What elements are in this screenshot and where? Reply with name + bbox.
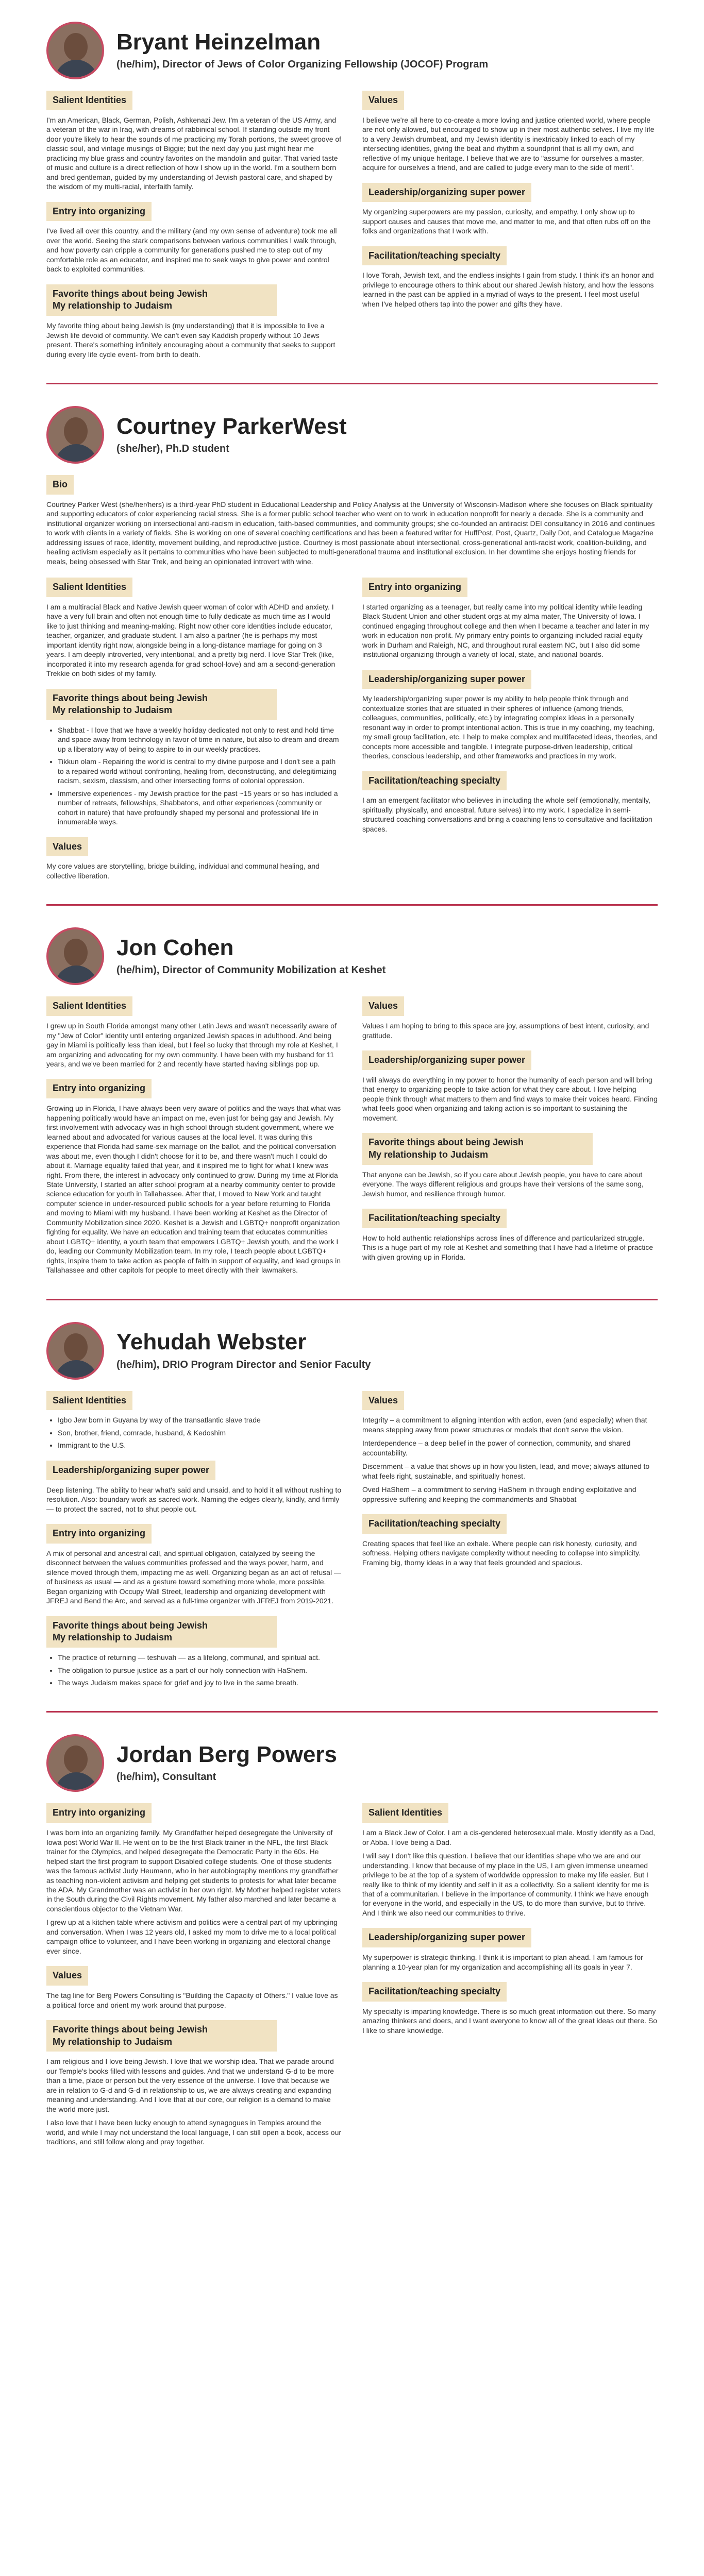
profile-names <box>116 414 347 456</box>
paragraph: I am religious and I love being Jewish. I love that we worship idea. That we parade around our Temple's books filled with lessons and guides. And that we understand G-d to be more than a time, place or person but the very essence of the universe. I love that because we are in relation to G-d and G-d in relationship to us, we are always creating and expanding meaning and understanding. And I love that at our core, our religion is a demand to make the world more just. <box>46 2057 334 2113</box>
profile-section <box>46 837 342 881</box>
paragraph: My favorite thing about being Jewish is (my understanding) that it is impossible to live a Jewish life devoid of community. We can't even say Kaddish properly without 10 Jews present. There's something infinitely encouraging about a community that seeks to support during every life cycle event- from birth to death. <box>46 321 336 359</box>
section-text <box>46 861 342 880</box>
right-column <box>362 1803 658 2157</box>
paragraph: I also love that I have been lucky enough to attend synagogues in Temples around the world, and while I may not understand the local language, I can still open a book, access our traditions, and still follow along and pray together. <box>46 2119 342 2146</box>
left-column <box>46 1803 342 2157</box>
section-label: Values <box>362 91 404 110</box>
section-label: Leadership/organizing super power <box>362 1050 531 1070</box>
paragraph: Values I am hoping to bring to this space are joy, assumptions of best intent, curiosity, and gratitude. <box>362 1022 649 1040</box>
paragraph: I grew up in South Florida amongst many other Latin Jews and wasn't necessarily aware of my "Jew of Color" identity until entering organized Jewish spaces in adulthood. And being gay in Miami is politically less than ideal, but I feel so lucky that through my role at Keshet, I am organizing and advocating for my own community. I have been with my husband for 11 years, and we've been married for 2 and recently have started having siblings pop up. <box>46 1022 338 1068</box>
profile-section <box>362 771 658 834</box>
profile-role: (he/him), Consultant <box>116 1771 216 1783</box>
paragraph: Creating spaces that feel like an exhale. Where people can risk honesty, curiosity, and softness. Helping others navigate complexity without needing to collapse into simplicity. Framing big, thorny ideas in a way that feels grounded and spacious. <box>362 1539 641 1567</box>
avatar-face <box>64 939 88 967</box>
profile-name: Courtney ParkerWest <box>116 413 347 439</box>
profile-card <box>46 1713 658 2170</box>
profile-name: Jon Cohen <box>116 935 234 960</box>
bullet-item: • Igbo Jew born in Guyana by way of the transatlantic slave trade <box>58 1415 342 1425</box>
profile-role: (she/her), Ph.D student <box>116 443 229 454</box>
section-label: Entry into organizing <box>46 1803 152 1823</box>
bullet-list <box>46 1415 342 1450</box>
profile-section <box>46 475 658 566</box>
paragraph: I've lived all over this country, and the military (and my own sense of adventure) took me all over the world. Seeing the stark comparisons between various communities I walk through, and how poverty can cripple a community for generations pushed me to step out of my comfortable role as an educator, and inspired me to seek ways to give power and control back to exploited communities. <box>46 227 337 274</box>
section-label: Entry into organizing <box>46 202 152 222</box>
section-text <box>46 2057 342 2146</box>
left-column <box>46 91 342 369</box>
avatar <box>46 1734 104 1792</box>
section-label: Entry into organizing <box>46 1079 152 1098</box>
profile-card <box>46 0 658 383</box>
profile-names <box>116 30 488 72</box>
profile-section <box>46 1391 342 1450</box>
section-text <box>362 795 658 834</box>
profile-header <box>46 1732 658 1794</box>
bullet-list <box>46 725 342 827</box>
section-label: Facilitation/teaching specialty <box>362 771 507 791</box>
bullet-item: • The ways Judaism makes space for grief and joy to live in the same breath. <box>58 1678 342 1687</box>
section-label: Salient Identities <box>46 91 132 110</box>
profile-section <box>362 183 658 236</box>
section-text <box>362 1539 658 1567</box>
section-label: Favorite things about being Jewish My relationship to Judaism <box>46 2020 277 2052</box>
avatar <box>46 1322 104 1380</box>
profile-section <box>362 1514 658 1567</box>
profile-role: (he/him), DRIO Program Director and Senior Faculty <box>116 1359 371 1370</box>
profile-section <box>362 1928 658 1972</box>
paragraph: My specialty is imparting knowledge. There is so much great information out there. So many amazing thinkers and doers, and I want everyone to know all of the great ideas out there. So I like to share knowledge. <box>362 2007 658 2035</box>
section-text <box>362 1170 658 1198</box>
profile-section <box>46 1966 342 2010</box>
section-label: Salient Identities <box>46 996 132 1016</box>
profile-section <box>362 1050 658 1123</box>
paragraph: Integrity – a commitment to aligning intention with action, even (and especially) when that means stepping away from power structures or models that don't serve the vision. <box>362 1416 647 1434</box>
bullet-list <box>46 1653 342 1687</box>
section-label: Leadership/organizing super power <box>362 183 531 202</box>
section-label: Leadership/organizing super power <box>46 1461 215 1480</box>
right-column <box>362 578 658 891</box>
avatar-face <box>64 417 88 445</box>
section-text <box>46 115 342 192</box>
profile-columns <box>46 578 658 891</box>
section-label: Salient Identities <box>362 1803 448 1823</box>
section-text <box>46 1485 342 1514</box>
bullet-item: • Son, brother, friend, comrade, husband, & Kedoshim <box>58 1428 342 1437</box>
profile-section <box>46 284 342 359</box>
profile-card <box>46 906 658 1298</box>
left-column <box>46 1391 342 1698</box>
profile-section <box>362 578 658 659</box>
paragraph: How to hold authentic relationships across lines of difference and particularized struggle. This is a huge part of my role at Keshet and something that I have had a lifetime of practice with given growing up in Florida. <box>362 1233 653 1261</box>
section-label: Values <box>46 837 88 857</box>
profile-names <box>116 936 385 977</box>
section-text <box>362 115 658 173</box>
paragraph: That anyone can be Jewish, so if you care about Jewish people, you have to care about everyone. The ways different religious and groups have their versions of the same song, Jewish humor, and resilience through humor. <box>362 1170 644 1198</box>
profile-section <box>46 1079 342 1275</box>
avatar-body <box>55 444 98 464</box>
section-text <box>362 602 658 659</box>
section-label: Favorite things about being Jewish My relationship to Judaism <box>46 1616 277 1648</box>
paragraph: I am a Black Jew of Color. I am a cis-gendered heterosexual male. Mostly identify as a Dad, or Abba. I love being a Dad. <box>362 1828 656 1846</box>
section-label: Facilitation/teaching specialty <box>362 1209 507 1228</box>
section-label: Values <box>362 1391 404 1411</box>
section-label: Leadership/organizing super power <box>362 1928 531 1947</box>
profile-names <box>116 1330 371 1371</box>
section-text <box>46 226 342 274</box>
left-column <box>46 996 342 1285</box>
right-column <box>362 91 658 369</box>
profile-section <box>46 996 342 1069</box>
section-label: Salient Identities <box>46 1391 132 1411</box>
section-label: Salient Identities <box>46 578 132 597</box>
profile-section <box>362 1209 658 1262</box>
profile-role: (he/him), Director of Jews of Color Organizing Fellowship (JOCOF) Program <box>116 59 489 70</box>
section-label: Facilitation/teaching specialty <box>362 246 507 266</box>
section-text <box>362 2007 658 2035</box>
section-text <box>46 500 658 566</box>
profile-section <box>46 1461 342 1514</box>
section-text <box>46 1991 342 2010</box>
avatar-body <box>55 60 98 79</box>
section-text <box>362 1415 658 1504</box>
profile-section <box>362 91 658 173</box>
profile-section <box>362 1982 658 2035</box>
paragraph: Deep listening. The ability to hear what's said and unsaid, and to hold it all without rushing to resolution. Also: boundary work as sacred work. Naming the edges clearly, kindly, and firmly — to protect the sacred, not to shut people out. <box>46 1485 342 1513</box>
avatar-face <box>64 1333 88 1361</box>
section-text <box>46 1021 342 1069</box>
paragraph: Courtney Parker West (she/her/hers) is a third-year PhD student in Educational Leadership and Policy Analysis at the University of Wisconsin-Madison where she focuses on Black spirituality and supporting educators of color experiencing racial stress. She is a former public school teacher who went on to work in education nonprofit for nearly a decade. She is a community and institutional organizer working on intersectional anti-racism in education, faith-based communities, and community groups; she co-founded an antiracist DEI consultancy in 2016 and continues to work with clients in a variety of fields. She is working on one of several coaching certifications and has been a featured writer for HuffPost, Post, Quartz, Daily Dot, and Catalogue Magazine addressing issues of race, identity, movement building, and reproductive justice. Courtney is most passionate about intersectional, cross-generational anti-racist work, coalition-building, and healing activism especially as it pertains to communities who have been subjected to multi-generational trauma and institutional exclusion. In her downtime she enjoys hosting friends for meals, being obsessed with Star Trek, and being an opinionated introvert with wine. <box>46 500 655 566</box>
profile-section <box>46 689 342 827</box>
profile-card <box>46 384 658 904</box>
paragraph: I'm an American, Black, German, Polish, Ashkenazi Jew. I'm a veteran of the US Army, and a veteran of the war in Iraq, with dreams of rabbinical school. If standing outside my front door you're likely to hear the sounds of me practicing my Torah portions, the sweet groove of classic soul, and vintage musings of Biggie; but the next day you just might hear me practicing my blue grass and country favorites on the mandolin and guitar. That varied taste of music and culture is a direct reflection of how I show up in the world. I'm a southern born and bred gentleman, guided by my understanding of Jewish pastoral care, and shaped by the wisdom of my multi-racial, interfaith family. <box>46 115 342 191</box>
section-text <box>46 321 342 359</box>
section-text <box>362 207 658 235</box>
avatar-face <box>64 1745 88 1773</box>
paragraph: I grew up at a kitchen table where activism and politics were a central part of my upbringing and conversation. When I was 12 years old, I asked my mom to drive me to a local political campaign office to volunteer, and I have been working in organizing and electoral change ever since. <box>46 1918 338 1955</box>
profile-section <box>46 1616 342 1688</box>
profile-names <box>116 1742 337 1784</box>
bullet-item: • The practice of returning — teshuvah — as a lifelong, communal, and spiritual act. <box>58 1653 342 1662</box>
profile-name: Jordan Berg Powers <box>116 1742 337 1768</box>
section-label: Favorite things about being Jewish My relationship to Judaism <box>46 689 277 721</box>
profile-card <box>46 1300 658 1711</box>
profile-section <box>362 670 658 761</box>
avatar-body <box>55 1360 98 1380</box>
section-label: Leadership/organizing super power <box>362 670 531 689</box>
bullet-item: • Shabbat - I love that we have a weekly holiday dedicated not only to rest and hold time and space away from technology in favor of time in nature, but also to dream and dream up a liberatory way of being to aspire to in our weekly practices. <box>58 725 342 754</box>
profile-section <box>362 996 658 1040</box>
profile-header <box>46 20 658 81</box>
section-text <box>362 270 658 309</box>
profile-header <box>46 925 658 987</box>
section-label: Values <box>362 996 404 1016</box>
section-label: Favorite things about being Jewish My relationship to Judaism <box>46 284 277 316</box>
right-column <box>362 1391 658 1698</box>
profile-section <box>362 246 658 309</box>
profile-section <box>362 1133 658 1198</box>
section-text <box>362 1021 658 1040</box>
paragraph: I am a multiracial Black and Native Jewish queer woman of color with ADHD and anxiety. I have a very full brain and often not enough time to fully dedicate as much time as I would like to just thinking and meaning-making. Right now other core identities include educator, teacher, organizer, and graduate student. I am also a partner (he is perhaps my most important identity right now, alongside being in a long-distance marriage for going on 3 years. I am deeply introverted, very intentional, and a pretty big nerd. I love Star Trek (like, incorporated it into my research agenda for grad school-love) and am a second-generation Trekkie on both sides of my family. <box>46 602 336 678</box>
profile-name: Bryant Heinzelman <box>116 29 321 55</box>
bullet-item: • The obligation to pursue justice as a part of our holy connection with HaShem. <box>58 1666 342 1675</box>
section-text <box>46 1549 342 1606</box>
profile-header <box>46 1320 658 1382</box>
section-label: Favorite things about being Jewish My relationship to Judaism <box>362 1133 593 1165</box>
paragraph: I believe we're all here to co-create a more loving and justice oriented world, where people are not only allowed, but encouraged to show up in their most authentic selves. I live my life to a very Jewish drumbeat, and my Jewish identity is inextricably linked to each of my intersecting identities, giving the beat and rhythm a soundprint that is all my own, and reflective of my unique heritage. I believe that we are to "assume for ourselves a master, acquire for ourselves a friend, and are called to judge every man to the side of merit". <box>362 115 655 172</box>
bullet-item: • Immersive experiences - my Jewish practice for the past ~15 years or so has included a number of retreats, fellowships, Shabbatons, and other experiences (community or cohort in nature) that have profoundly shaped my personal and professional life in innumerable ways. <box>58 789 342 827</box>
paragraph: I will say I don't like this question. I believe that our identities shape who we are and our understanding. I know that because of my place in the US, I am given immense unearned privilege to be at the top of a system of worldwide oppression to make my life easier. But I really like to think of my identity and self in it as a collectivity. So a salient identity for me is that of a communitarian. I believe in the importance of community. I think we have enough for everyone in the world, and especially in the US, to do more than survive, but to thrive. And I think we also need our communities to thrive. <box>362 1852 649 1917</box>
section-label: Bio <box>46 475 74 495</box>
profile-section <box>46 578 342 679</box>
paragraph: My leadership/organizing super power is my ability to help people think through and contextualize stories that are situated in their spheres of influence (among friends, colleagues, communities, politically, etc.) by integrating complex ideas in a personally resonant way in order to prompt intentional action. This is true in my coaching, my teaching, my small group facilitation, etc. I help to make complex and multifaceted ideas, theories, and concepts more accessible and tangible. I integrate purpose-driven leadership, critical theories, conscious leadership, and other frameworks and practices in my work. <box>362 694 657 760</box>
paragraph: I love Torah, Jewish text, and the endless insights I gain from study. I think it's an honor and privilege to encourage others to think about our shared Jewish history, and how the lessons learned in the past can be applied in a myriad of ways to the present. I feel most useful when I've helped others tap into the power and gifts they have. <box>362 271 654 308</box>
avatar <box>46 22 104 79</box>
section-text <box>362 1075 658 1123</box>
profile-columns <box>46 91 658 369</box>
section-text <box>362 1953 658 1972</box>
profile-columns <box>46 996 658 1285</box>
section-text <box>362 1233 658 1262</box>
section-text <box>362 1828 658 1918</box>
right-column <box>362 996 658 1285</box>
bullet-item: • Immigrant to the U.S. <box>58 1440 342 1450</box>
avatar <box>46 406 104 464</box>
paragraph: My superpower is strategic thinking. I think it is important to plan ahead. I am famous for planning a 10-year plan for my organization and accomplishing all its goals in year 7. <box>362 1953 643 1971</box>
profile-section <box>46 1803 342 1956</box>
section-text <box>46 1828 342 1956</box>
profile-section <box>362 1803 658 1918</box>
paragraph: Oved HaShem – a commitment to serving HaShem in through ending exploitative and oppressive suffering and keeping the commandments and Shabbat <box>362 1485 636 1503</box>
profile-role: (he/him), Director of Community Mobilization at Keshet <box>116 964 386 976</box>
section-label: Entry into organizing <box>362 578 467 597</box>
section-label: Values <box>46 1966 88 1986</box>
paragraph: I was born into an organizing family. My Grandfather helped desegregate the University of Iowa post World War II. He went on to be the first Black trainer in the NFL, the first Black trainer for the Olympics, and helped desegregate the Democratic Party in the 60s. He helped start the first program to support Disabled college students. One of those students was the famous activist Judy Heumann, who in her autobiography mentions my grandfather as teaching non-violent activism and helping get students to protests for what later became the ADA. My Grandmother was an activist in her own right. My Mother helped register voters in the South during the Civil Rights movement. My father also marched and later became a conscientious objector to the Vietnam War. <box>46 1828 341 1913</box>
profile-columns <box>46 1803 658 2157</box>
paragraph: My organizing superpowers are my passion, curiosity, and empathy. I only show up to support causes and causes that move me, and matter to me, and that often rubs off on the folks and organizations that I work with. <box>362 208 651 235</box>
paragraph: Interdependence – a deep belief in the power of connection, community, and shared accountability. <box>362 1439 631 1457</box>
paragraph: The tag line for Berg Powers Consulting is "Building the Capacity of Others." I value love as a political force and orient my work around that purpose. <box>46 1991 338 2009</box>
paragraph: I started organizing as a teenager, but really came into my political identity while leading Black Student Union and other student orgs at my alma mater, The University of Iowa. I continued engaging throughout college and then when I became a teacher and later in my work in education non-profit. My primary entry points to organizing included racial equity work in Durham and Raleigh, NC, and throughout rural eastern NC, but I also did some institutional organizing through a variety of local, state, and national boards. <box>362 602 649 659</box>
profile-header <box>46 404 658 466</box>
profile-section <box>362 1391 658 1504</box>
paragraph: Growing up in Florida, I have always been very aware of politics and the ways that what was happening politically would have an impact on me, even just for being gay and Jewish. My first involvement with advocacy was in high school through student government, where we learned about and advocated for various causes at the local level. It was during this experience that Florida had same-sex marriage on the ballot, and the political conversation was about me, even though I didn't choose for it to be, and there wasn't much I could do about it. Marriage equality failed that year, and it inspired me to fight for what I knew was right. From there, the interest in advocacy only continued to grow. During my time at Florida State University, I started an after school program at a nearby community center to provide science education for youth in Tallahassee. After that, I moved to New York and taught computer science in under-resourced public schools for a year before returning to Florida and moving to Miami with my husband. I have been working at Keshet as the Director of Community Mobilization since 2020. Keshet is a Jewish and LGBTQ+ nonprofit organization fighting for equality. We have an education and training team that educates communities about LGBTQ+ identity, a youth team that empowers LGBTQ+ Jewish youth, and the work I do, leading our Community Mobilization team. In my role, I teach people about LGBTQ+ rights, inspire them to take action as people of faith in support of equality, and lead groups in Tallahassee and other capitols for people to meet directly with their lawmakers. <box>46 1104 341 1275</box>
paragraph: Discernment – a value that shows up in how you listen, lead, and move; always attuned to what feels right, sustainable, and spiritually honest. <box>362 1462 650 1480</box>
paragraph: A mix of personal and ancestral call, and spiritual obligation, catalyzed by seeing the disconnect between the values communities professed and the ways power, harm, and silence moved through them, impacting me as well. Organizing began as an act of refusal — of business as usual — and as a gesture toward something more whole, more possible. Began organizing with Occupy Wall Street, leadership and organizing development with JFREJ and Bend the Arc, and served as a full-time organizer with JFREJ from 2019-2021. <box>46 1549 341 1605</box>
section-label: Entry into organizing <box>46 1524 152 1544</box>
avatar-face <box>64 33 88 61</box>
section-text <box>362 694 658 760</box>
bullet-item: • Tikkun olam - Repairing the world is central to my divine purpose and I don't see a path to a repaired world without confronting, healing from, deconstructing, and delegitimizing racism, sexism, classism, and other intersecting forms of colonial oppression. <box>58 757 342 785</box>
avatar-body <box>55 965 98 985</box>
avatar <box>46 927 104 985</box>
paragraph: I will always do everything in my power to honor the humanity of each person and will bring that energy to organizing people to take action for what they care about. I love helping people think through what matters to them and find ways to make their voices heard. Finding what feels good when organizing and taking action is so important to sustaining the movement. <box>362 1075 658 1122</box>
section-label: Facilitation/teaching specialty <box>362 1514 507 1534</box>
profile-section <box>46 1524 342 1606</box>
section-label: Facilitation/teaching specialty <box>362 1982 507 2002</box>
profile-columns <box>46 1391 658 1698</box>
profile-section <box>46 2020 342 2147</box>
section-text <box>46 1104 342 1275</box>
left-column <box>46 578 342 891</box>
profile-section <box>46 202 342 274</box>
avatar-body <box>55 1772 98 1792</box>
paragraph: I am an emergent facilitator who believes in including the whole self (emotionally, mentally, spiritually, physically, and ancestral, future selves) into my work. I specialize in semi-structured coaching conversations and bring a coaching lens to consultative and facilitation spaces. <box>362 796 652 833</box>
section-text <box>46 602 342 679</box>
paragraph: My core values are storytelling, bridge building, individual and communal healing, and collective liberation. <box>46 862 320 880</box>
profile-section <box>46 91 342 192</box>
profile-name: Yehudah Webster <box>116 1329 307 1355</box>
